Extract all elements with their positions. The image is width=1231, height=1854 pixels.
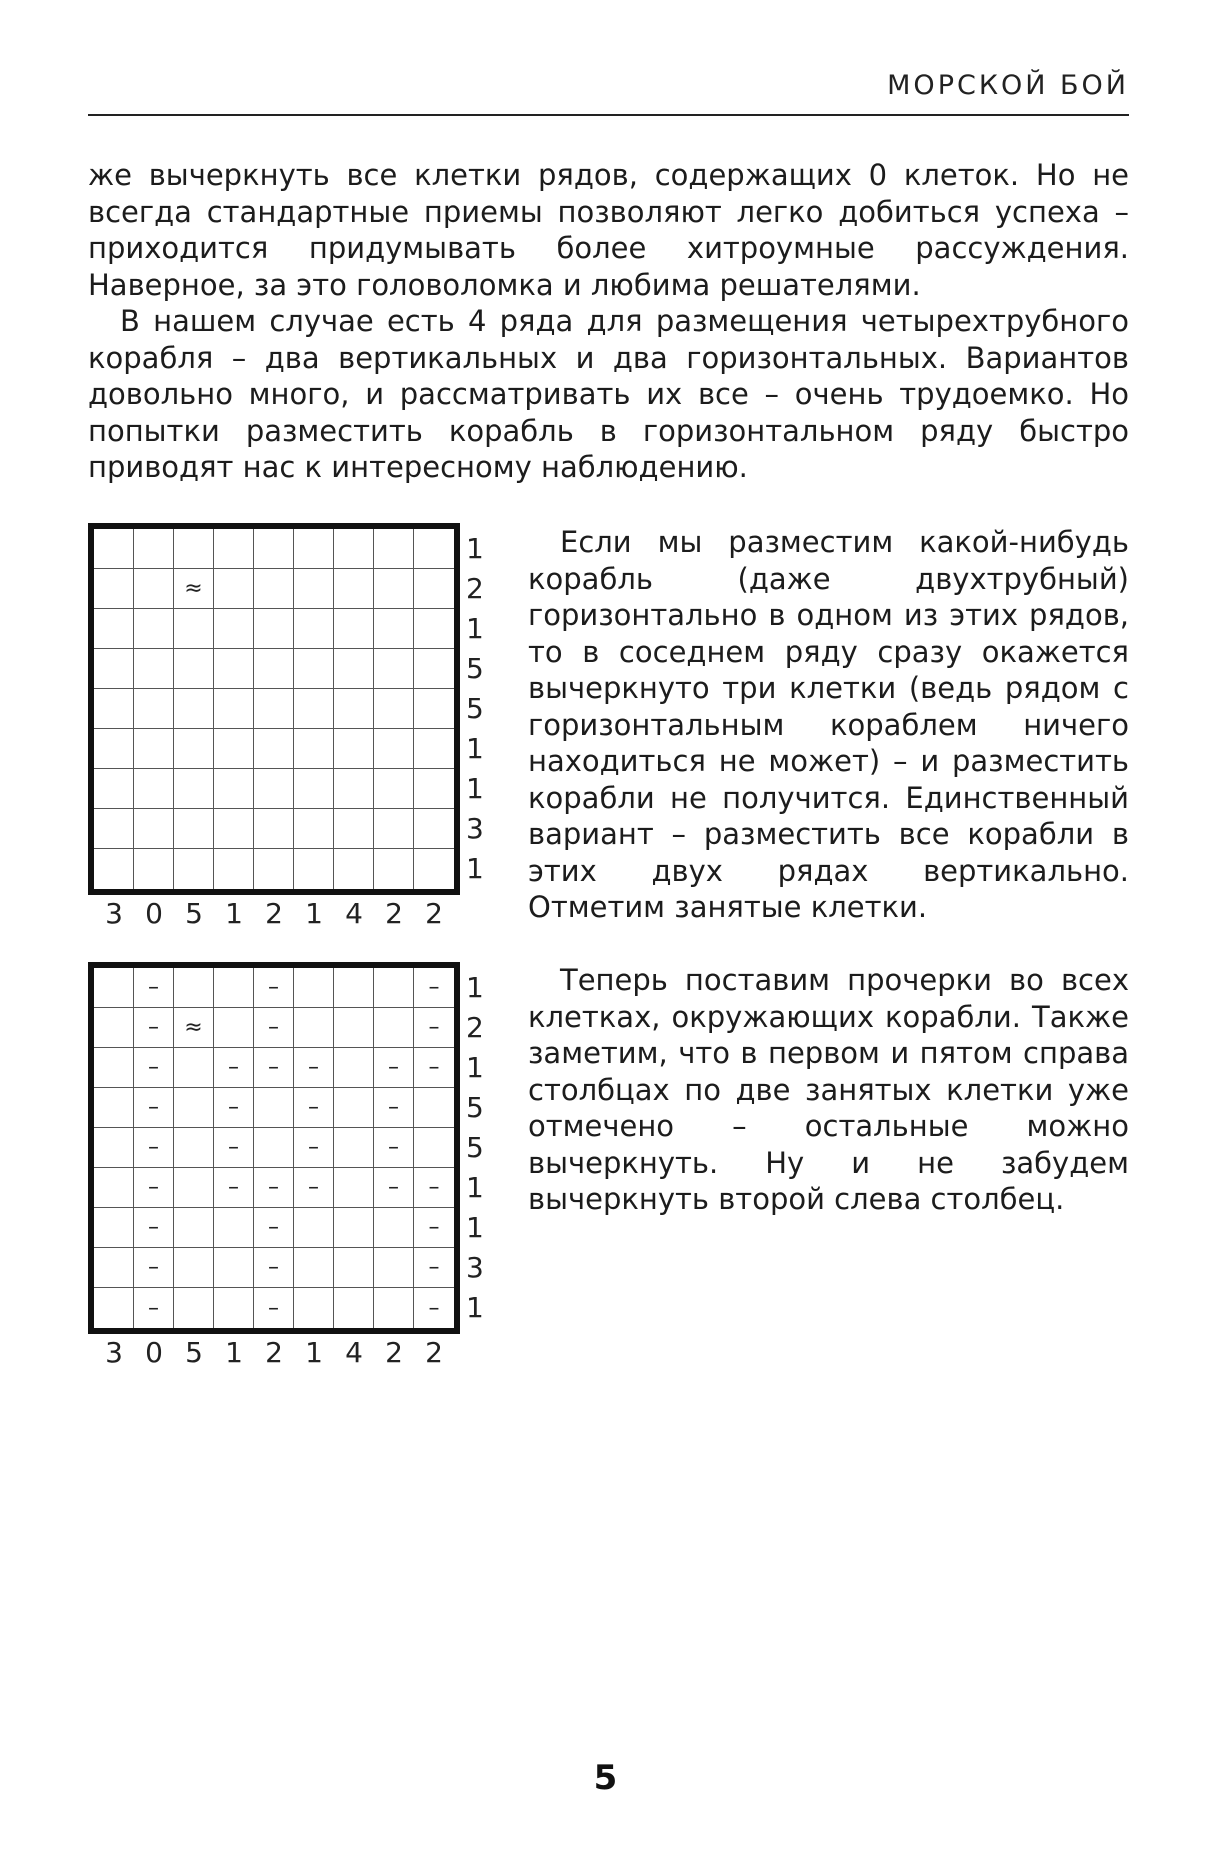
- grid-cell: [174, 529, 214, 569]
- dash-mark: –: [414, 1208, 454, 1248]
- dash-mark: –: [214, 1168, 254, 1208]
- dash-mark: –: [134, 1288, 174, 1328]
- row-clue: 5: [466, 692, 484, 725]
- column-clue: 2: [385, 897, 403, 930]
- grid-cell: [174, 1208, 214, 1248]
- grid-cell: [94, 1208, 134, 1248]
- grid-cell: [94, 849, 134, 889]
- row-clue: 2: [466, 572, 484, 605]
- grid-cell: [374, 1288, 414, 1328]
- grid-cell: [374, 529, 414, 569]
- grid-cell: [374, 769, 414, 809]
- column-clue: 2: [265, 897, 283, 930]
- grid-cell: [254, 689, 294, 729]
- figure-1-explanation: Если мы разместим какой-нибудь корабль (даже двухтрубный) горизонтально в одном из этих рядов, то в соседнем ряду сразу окажется вычеркнуто три клетки (ведь рядом с горизонтальным кораблем ничего находиться не может) – и разместить корабли не получится. Единственный вариант – разместить все корабли в этих двух рядах вертикально. Отметим занятые клетки.: [528, 525, 1129, 924]
- dash-mark: –: [414, 1168, 454, 1208]
- grid-cell: [94, 809, 134, 849]
- grid-cell: [94, 569, 134, 609]
- grid-cell: [214, 968, 254, 1008]
- grid-cell: [334, 968, 374, 1008]
- row-clue: 1: [466, 772, 484, 805]
- grid-cell: [134, 569, 174, 609]
- grid-cell: [294, 1008, 334, 1048]
- dash-mark: –: [254, 1208, 294, 1248]
- grid-cell: [214, 769, 254, 809]
- dash-mark: –: [214, 1088, 254, 1128]
- grid-cell: [174, 1248, 214, 1288]
- grid-cell: [294, 968, 334, 1008]
- grid-cell: [94, 1288, 134, 1328]
- grid-cell: [94, 1168, 134, 1208]
- grid-cell: [414, 1128, 454, 1168]
- grid-cell: [374, 729, 414, 769]
- dash-mark: –: [374, 1128, 414, 1168]
- column-clue: 1: [305, 1336, 323, 1369]
- ships-paragraph: В нашем случае есть 4 ряда для размещения четырехтрубного корабля – два вертикальных и два горизонтальных. Вариантов довольно много, и рассматривать их все – очень трудоемко. Но попытки разместить корабль в горизонтальном ряду быстро приводят нас к интересному наблюдению.: [88, 304, 1129, 484]
- dash-mark: –: [134, 968, 174, 1008]
- grid-cell: [254, 729, 294, 769]
- grid-cell: [294, 769, 334, 809]
- grid-cell: [134, 729, 174, 769]
- grid-cell: [414, 609, 454, 649]
- grid-cell: [94, 729, 134, 769]
- grid-cell: [334, 649, 374, 689]
- dash-mark: –: [414, 1008, 454, 1048]
- row-clue: 1: [466, 732, 484, 765]
- dash-mark: –: [134, 1008, 174, 1048]
- running-header-title: МОРСКОЙ БОЙ: [887, 70, 1129, 101]
- grid-cell: [294, 529, 334, 569]
- header-rule: [88, 114, 1129, 116]
- column-clue: 0: [145, 897, 163, 930]
- column-clue: 1: [225, 1336, 243, 1369]
- row-clue: 1: [466, 532, 484, 565]
- grid-cell: [294, 569, 334, 609]
- row-clues-2: [466, 968, 484, 1328]
- grid-cell: [294, 849, 334, 889]
- grid-cell: [94, 1048, 134, 1088]
- column-clue: 5: [185, 897, 203, 930]
- row-clue: 1: [466, 612, 484, 645]
- grid-cell: [94, 649, 134, 689]
- grid-cell: [94, 1008, 134, 1048]
- grid-cell: [214, 1208, 254, 1248]
- row-clue: 5: [466, 652, 484, 685]
- grid-cell: [214, 569, 254, 609]
- row-clue: 3: [466, 1251, 484, 1284]
- intro-paragraph: же вычеркнуть все клетки рядов, содержащих 0 клеток. Но не всегда стандартные приемы позволяют легко добиться успеха – приходится придумывать более хитроумные рассуждения. Наверное, за это головоломка и любима решателями.: [88, 158, 1129, 302]
- grid-cell: [134, 849, 174, 889]
- grid-cell: [334, 1128, 374, 1168]
- grid-cell: [414, 569, 454, 609]
- grid-cell: [254, 569, 294, 609]
- dash-mark: –: [134, 1248, 174, 1288]
- grid-cell: [94, 1128, 134, 1168]
- grid-cell: [214, 529, 254, 569]
- row-clue: 2: [466, 1011, 484, 1044]
- dash-mark: –: [294, 1168, 334, 1208]
- grid-cell: [334, 769, 374, 809]
- row-clue: 1: [466, 852, 484, 885]
- row-clue: 1: [466, 1171, 484, 1204]
- column-clue: 4: [345, 897, 363, 930]
- row-clue: 5: [466, 1131, 484, 1164]
- grid-cell: [134, 529, 174, 569]
- grid-cell: [294, 649, 334, 689]
- dash-mark: –: [294, 1128, 334, 1168]
- grid-cell: [334, 1088, 374, 1128]
- dash-mark: –: [214, 1128, 254, 1168]
- grid-cell: [214, 849, 254, 889]
- column-clue: 0: [145, 1336, 163, 1369]
- grid-cell: [254, 769, 294, 809]
- grid-cell: [174, 609, 214, 649]
- grid-cell: [134, 609, 174, 649]
- dash-mark: –: [254, 1008, 294, 1048]
- grid-cell: [94, 529, 134, 569]
- grid-cell: [254, 529, 294, 569]
- grid-cell: [374, 569, 414, 609]
- grid-cell: [374, 809, 414, 849]
- dash-mark: –: [428, 1295, 440, 1321]
- grid-cell: [94, 1088, 134, 1128]
- grid-cell: [334, 849, 374, 889]
- grid-cell: [254, 609, 294, 649]
- dash-mark: –: [134, 1208, 174, 1248]
- dash-mark: –: [254, 1048, 294, 1088]
- column-clue: 1: [225, 897, 243, 930]
- grid-cell: [214, 1008, 254, 1048]
- grid-cell: [174, 1128, 214, 1168]
- grid-cell: [94, 968, 134, 1008]
- column-clue: 4: [345, 1336, 363, 1369]
- column-clue: 2: [265, 1336, 283, 1369]
- grid-cell: [94, 689, 134, 729]
- grid-cell: [334, 809, 374, 849]
- grid-cell: [374, 849, 414, 889]
- grid-cell: [174, 729, 214, 769]
- grid-cell: [254, 1088, 294, 1128]
- grid-cell: [374, 968, 414, 1008]
- grid-cell: [294, 1208, 334, 1248]
- grid-cell: [134, 769, 174, 809]
- grid-cell: [414, 849, 454, 889]
- grid-cell: [334, 689, 374, 729]
- dash-mark: –: [134, 1168, 174, 1208]
- grid-cell: [134, 649, 174, 689]
- dash-mark: –: [254, 1288, 294, 1328]
- grid-cell: [174, 769, 214, 809]
- grid-cell: [294, 809, 334, 849]
- dash-mark: –: [374, 1088, 414, 1128]
- ship-wave-mark: ≈: [174, 569, 214, 609]
- column-clues-2: [94, 1336, 454, 1369]
- grid-cell: [294, 609, 334, 649]
- grid-cell: [334, 1008, 374, 1048]
- dash-mark: –: [254, 1168, 294, 1208]
- grid-cell: [214, 689, 254, 729]
- grid-cell: [214, 809, 254, 849]
- grid-cell: [334, 529, 374, 569]
- grid-cell: [174, 968, 214, 1008]
- grid-cell: [174, 849, 214, 889]
- grid-cell: [174, 809, 214, 849]
- grid-cell: [254, 649, 294, 689]
- grid-cell: [374, 1008, 414, 1048]
- row-clue: 1: [466, 971, 484, 1004]
- battleship-grid-2: [88, 962, 460, 1334]
- grid-cell: [294, 1288, 334, 1328]
- row-clue: 5: [466, 1091, 484, 1124]
- grid-cell: [334, 609, 374, 649]
- grid-cell: [414, 1088, 454, 1128]
- column-clue: 1: [305, 897, 323, 930]
- grid-cell: [334, 1248, 374, 1288]
- grid-cell: [174, 1288, 214, 1328]
- grid-cell: [374, 1248, 414, 1288]
- column-clues-1: [94, 897, 454, 930]
- grid-cell: [254, 1128, 294, 1168]
- grid-cell: [414, 689, 454, 729]
- grid-cell: [214, 1288, 254, 1328]
- dash-mark: –: [374, 1168, 414, 1208]
- grid-cell: [414, 529, 454, 569]
- grid-cell: [254, 809, 294, 849]
- dash-mark: –: [414, 1048, 454, 1088]
- grid-cell: [134, 689, 174, 729]
- dash-mark: –: [414, 968, 454, 1008]
- grid-cell: [214, 609, 254, 649]
- column-clue: 2: [385, 1336, 403, 1369]
- row-clue: 1: [466, 1211, 484, 1244]
- grid-cell: [214, 649, 254, 689]
- dash-mark: –: [134, 1088, 174, 1128]
- grid-cell: [94, 769, 134, 809]
- grid-cell: [374, 689, 414, 729]
- dash-mark: –: [254, 968, 294, 1008]
- grid-cell: [174, 1088, 214, 1128]
- grid-cell: [334, 1048, 374, 1088]
- grid-cell: [294, 729, 334, 769]
- grid-cell: [174, 1048, 214, 1088]
- column-clue: 2: [425, 1336, 443, 1369]
- grid-cell: [174, 1168, 214, 1208]
- grid-cell: [374, 609, 414, 649]
- dash-mark: –: [294, 1088, 334, 1128]
- dash-mark: –: [414, 1248, 454, 1288]
- grid-cell: [214, 729, 254, 769]
- grid-cell: [94, 609, 134, 649]
- dash-mark: –: [134, 1048, 174, 1088]
- column-clue: 3: [105, 897, 123, 930]
- grid-cell: [334, 569, 374, 609]
- column-clue: 5: [185, 1336, 203, 1369]
- grid-cell: [334, 1288, 374, 1328]
- dash-mark: –: [254, 1248, 294, 1288]
- row-clue: 3: [466, 812, 484, 845]
- grid-cell: [174, 689, 214, 729]
- grid-cell: [334, 729, 374, 769]
- column-clue: 3: [105, 1336, 123, 1369]
- grid-cell: [414, 729, 454, 769]
- grid-cell: [374, 1208, 414, 1248]
- dash-mark: –: [374, 1048, 414, 1088]
- page-number: 5: [593, 1758, 618, 1798]
- row-clue: 1: [466, 1051, 484, 1084]
- grid-cell: [134, 809, 174, 849]
- grid-cell: [414, 649, 454, 689]
- grid-cell: [374, 649, 414, 689]
- column-clue: 2: [425, 897, 443, 930]
- grid-cell: [214, 1248, 254, 1288]
- grid-cell: [414, 769, 454, 809]
- ship-wave-mark: ≈: [174, 1008, 214, 1048]
- dash-mark: –: [134, 1128, 174, 1168]
- grid-cell: [414, 809, 454, 849]
- row-clues-1: [466, 529, 484, 889]
- battleship-grid-1: [88, 523, 460, 895]
- grid-cell: [334, 1168, 374, 1208]
- grid-cell: [294, 689, 334, 729]
- grid-cell: [294, 1248, 334, 1288]
- grid-cell: [254, 849, 294, 889]
- dash-mark: –: [214, 1048, 254, 1088]
- row-clue: 1: [466, 1291, 484, 1324]
- grid-cell: [174, 649, 214, 689]
- grid-cell: [334, 1208, 374, 1248]
- figure-2-explanation: Теперь поставим прочерки во всех клетках, окружающих корабли. Также заметим, что в первом и пятом справа столбцах по две занятых клетки уже отмечено – остальные можно вычеркнуть. Ну и не забудем вычеркнуть второй слева столбец.: [528, 963, 1129, 1216]
- dash-mark: –: [294, 1048, 334, 1088]
- grid-cell: [94, 1248, 134, 1288]
